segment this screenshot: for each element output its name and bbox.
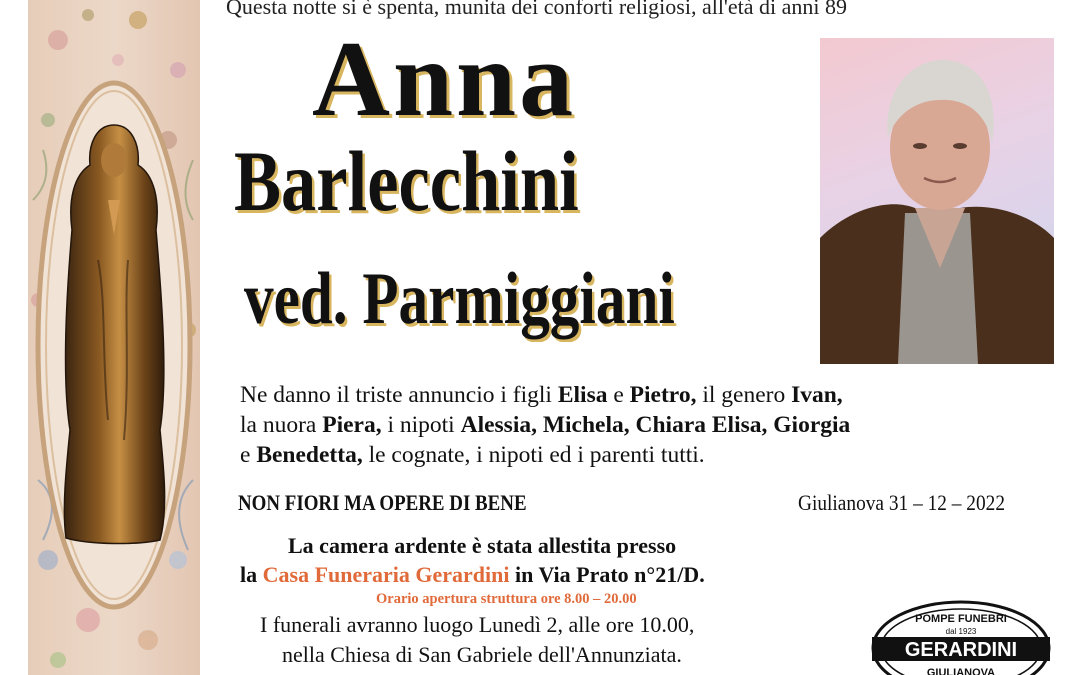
deceased-last-name: Barlecchini — [234, 133, 579, 229]
intro-line: Questa notte si è spenta, munita dei conforti religiosi, all'età di anni 89 — [226, 0, 848, 19]
announcement-line-3: e Benedetta, le cognate, i nipoti ed i parenti tutti. — [240, 442, 705, 468]
logo-since-text: dal 1923 — [945, 627, 977, 636]
funeral-home-name: Casa Funeraria Gerardini — [262, 562, 510, 587]
visitation-line-2: la Casa Funeraria Gerardini in Via Prato n°21/D. — [240, 562, 705, 587]
place-and-date: Giulianova 31 – 12 – 2022 — [798, 490, 1006, 515]
grandchild-name: Benedetta, — [256, 442, 363, 468]
announcement-line-2: la nuora Piera, i nipoti Alessia, Michela, Chiara Elisa, Giorgia — [240, 412, 851, 438]
portrait-illustration — [820, 38, 1054, 364]
announcement-text — [240, 380, 1065, 470]
logo-brand-text: GERARDINI — [904, 639, 1018, 661]
madonna-illustration — [28, 0, 200, 675]
visitation-line-1: La camera ardente è stata allestita presso — [288, 533, 677, 558]
funeral-line-1: I funerali avranno luogo Lunedì 2, alle ore 10.00, — [260, 612, 695, 637]
deceased-portrait-photo — [820, 38, 1054, 364]
gerardini-logo — [868, 598, 1054, 675]
daughter-in-law-name: Piera, — [322, 412, 382, 438]
funeral-line-2: nella Chiesa di San Gabriele dell'Annunziata. — [282, 642, 682, 667]
son-in-law-name: Ivan, — [791, 382, 843, 408]
logo-bottom-text: GIULIANOVA — [926, 667, 996, 675]
child-name: Elisa — [557, 382, 608, 408]
logo-top-text: POMPE FUNEBRI — [915, 613, 1007, 625]
announcement-line-1: Ne danno il triste annuncio i figli Elisa e Pietro, il genero Ivan, — [240, 382, 843, 408]
child-name: Pietro, — [629, 382, 697, 408]
opening-hours: Orario apertura struttura ore 8.00 – 20.00 — [376, 591, 637, 607]
decorative-side-panel — [28, 0, 200, 675]
deceased-widow-of: ved. Parmiggiani — [244, 258, 675, 340]
deceased-first-name: Anna — [312, 20, 577, 139]
grandchildren-names: Alessia, Michela, Chiara Elisa, Giorgia — [460, 412, 851, 438]
no-flowers-note: NON FIORI MA OPERE DI BENE — [238, 490, 527, 515]
logo-emblem — [868, 598, 1054, 675]
